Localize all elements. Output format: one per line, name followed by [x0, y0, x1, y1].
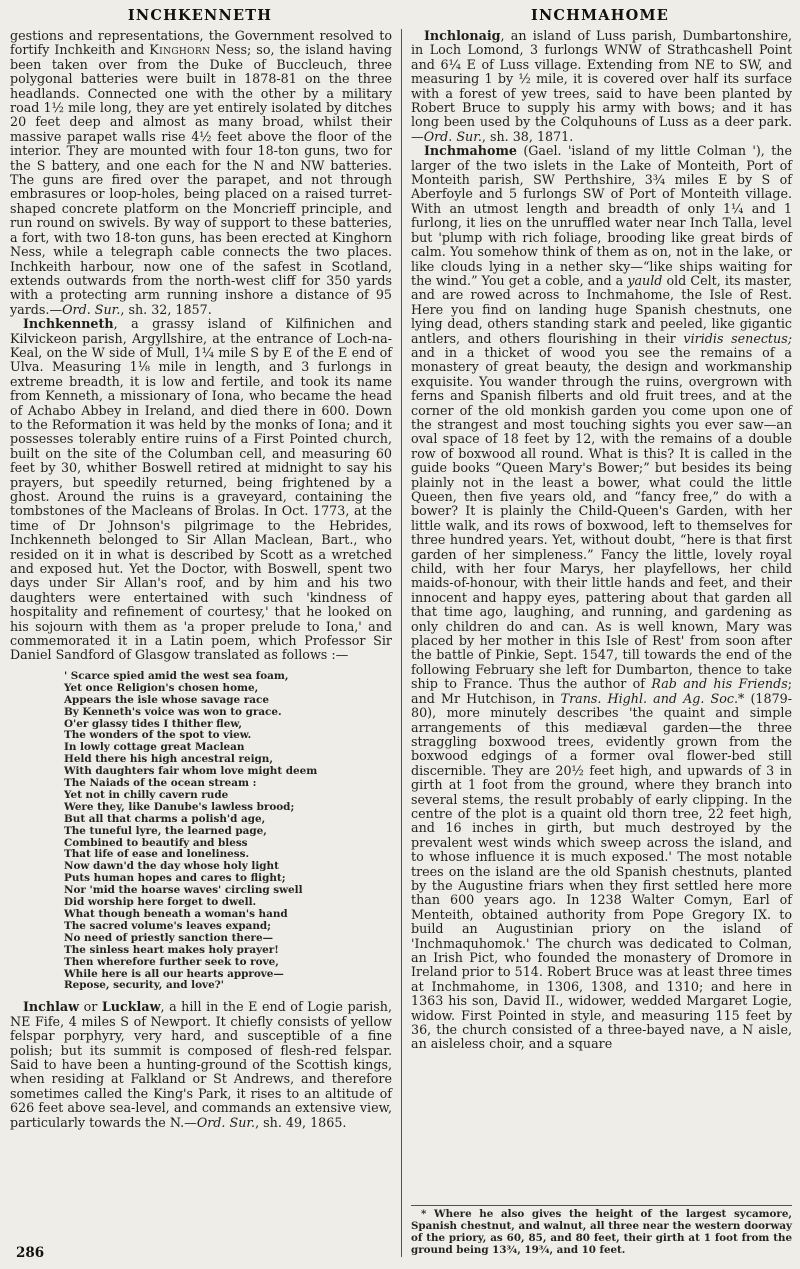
poem-line: Nor 'mid the hoarse waves' circling swell [64, 884, 303, 897]
poem-line: Then wherefore further seek to rove, [64, 955, 279, 968]
page-number: 286 [16, 1245, 45, 1261]
poem-line: No need of priestly sanction there— [64, 931, 274, 944]
footnote: * Where he also gives the height of the largest sycamore, Spanish chestnut, and walnut, all three near the western doorway of the priory, as 60, 85, and 80 feet, their girth at 1 foot from the ground being 13¾, 19¾, and 10 feet. [411, 1205, 792, 1257]
poem-line: The sinless heart makes holy prayer! [64, 943, 279, 956]
poem-line: What though beneath a woman's hand [64, 908, 288, 920]
poem-line: Held there his high ancestral reign, [64, 753, 273, 766]
poem-line: By Kenneth's voice was won to grace. [64, 705, 282, 718]
poem-line: The Naiads of the ocean stream : [64, 777, 257, 790]
poem-block [64, 671, 392, 992]
left-column [10, 29, 401, 1257]
running-head-left: INCHKENNETH [127, 7, 273, 24]
poem-line: O'er glassy tides I thither flew, [64, 717, 243, 730]
poem-line: Were they, like Danube's lawless brood; [64, 800, 295, 813]
poem-line: Combined to beautify and bless [64, 836, 248, 849]
poem-line: Yet not in chilly cavern rude [64, 788, 229, 801]
poem-line: But all that charms a polish'd age, [64, 812, 266, 825]
poem-line: The wonders of the spot to view. [64, 729, 252, 742]
entry-paragraph-inchlonaig: Inchlonaig, an island of Luss parish, Dumbartonshire, in Loch Lomond, 3 furlongs WNW of Strathcashell Point and 6¼ E of Luss village. Extending from NE to SW, and measuring 1 by ½ mile, it is covered over half its surface with a forest of yew trees, said to have been planted by Robert Bruce to supply his army with bows; and it has long been used by the Colquhouns of Luss as a deer park.—Ord. Sur., sh. 38, 1871. [411, 28, 792, 144]
poem-line: The sacred volume's leaves expand; [64, 919, 271, 932]
running-head-right: INCHMAHOME [530, 7, 669, 24]
poem-line: Puts human hopes and cares to flight; [64, 872, 286, 885]
poem-line: Appears the isle whose savage race [64, 693, 269, 706]
page-body [0, 29, 800, 1257]
poem-line: That life of ease and loneliness. [64, 848, 250, 861]
poem-line: In lowly cottage great Maclean [64, 741, 245, 754]
running-head-row [0, 0, 800, 24]
poem-line: Now dawn'd the day whose holy light [64, 860, 279, 873]
poem-line: While here is all our hearts approve— [64, 967, 284, 980]
entry-paragraph-inchmahome: Inchmahome (Gael. 'island of my little Colman '), the larger of the two islets in the Lake of Monteith, Port of Monteith parish, SW Perthshire, 3¾ miles E by S of Aberfoyle and 5 furlongs SW of Port of Monteith village. With an utmost length and breadth of only 1¼ and 1 furlong, it lies on the unruffled water near Inch Talla, level but 'plump with rich foliage, brooding like great birds of calm. You somehow think of them as on, not in the lake, or like clouds lying in a nether sky—“like ships waiting for the wind.” You get a coble, and a yauld old Celt, its master, and are rowed across to Inchmahome, the Isle of Rest. Here you find on landing huge Spanish chestnuts, one lying dead, others standing stark and peeled, like gigantic antlers, and others flourishing in their viridis senectus; and in a thicket of wood you see the remains of a monastery of great beauty, the design and workmanship exquisite. You wander through the ruins, overgrown with ferns and Spanish filberts and old fruit trees, and at the corner of the old monkish garden you come upon one of the strangest and most touching sights you ever saw—an oval space of 18 feet by 12, with the remains of a double row of boxwood all round. What is this? It is called in the guide books “Queen Mary's Bower;” but besides its being plainly not in the least a bower, what could the little Queen, then five years old, and “fancy free,” do with a bower? It is plainly the Child-Queen's Garden, with her little walk, and its rows of boxwood, left to themselves for three hundred years. Yet, without doubt, “here is that first garden of her simpleness.” Fancy the little, lovely royal child, with her four Marys, her playfellows, her child maids-of-honour, with their little hands and feet, and their innocent and happy eyes, pattering about that garden all that time ago, laughing, and running, and gardening as only children do and can. As is well known, Mary was placed by her mother in this Isle of Rest' from soon after the battle of Pinkie, Sept. 1547, till towards the end of the following February she left for Dumbarton, thence to take ship to France. Thus the author of Rab and his Friends; and Mr Hutchison, in Trans. Highl. and Ag. Soc.* (1879-80), more minutely describes 'the quaint and simple arrangements of this mediæval garden—the three straggling boxwood trees, evidently grown from the boxwood edgings of a former oval flower-bed still discernible. They are 20½ feet high, and upwards of 3 in girth at 1 foot from the ground, where they branch into several stems, the result probably of early clipping. In the centre of the plot is a quaint old thorn tree, 22 feet high, and 16 inches in girth, but much destroyed by the prevalent west winds which sweep across the island, and to whose influence it is much exposed.' The most notable trees on the island are the old Spanish chestnuts, planted by the Augustine friars when they first settled here more than 600 years ago. In 1238 Walter Comyn, Earl of Menteith, obtained authority from Pope Gregory IX. to build an Augustinian priory on the island of 'Inchmaquhomok.' The church was dedicated to Colman, an Irish Pict, who founded the monastery of Dromore in Ireland prior to 514. Robert Bruce was at least three times at Inchmahome, in 1306, 1308, and 1310; and here in 1363 his son, David II., widower, wedded Margaret Logie, widow. First Pointed in style, and measuring 115 feet by 36, the church consisted of a three-bayed nave, a N aisle, an aisleless choir, and a square [411, 143, 792, 1052]
poem-line: ' Scarce spied amid the west sea foam, [64, 669, 289, 682]
poem-line: Yet once Religion's chosen home, [64, 681, 259, 694]
poem-line: With daughters fair whom love might deem [64, 765, 318, 778]
poem-line: The tuneful lyre, the learned page, [64, 824, 267, 837]
right-column [401, 29, 792, 1257]
entry-paragraph-inchkeith-continued: gestions and representations, the Government resolved to fortify Inchkeith and Kinghorn Ness; so, the island having been taken over from the Duke of Buccleuch, three polygonal batteries were built in 1878-81 on the three headlands. Connected one with the other by a military road 1½ mile long, they are yet entirely isolated by ditches 20 feet deep and almost as many broad, whilst their massive parapet walls rise 4½ feet above the floor of the interior. They are mounted with four 18-ton guns, two for the S battery, and one each for the N and NW batteries. The guns are fired over the parapet, and not through embrasures or loop-holes, being placed on a raised turret-shaped concrete platform on the Moncrieff principle, and run round on swivels. By way of support to these batteries, a fort, with two 18-ton guns, has been erected at Kinghorn Ness, while a telegraph cable connects the two places. Inchkeith harbour, now one of the safest in Scotland, extends outwards from the north-west cliff for 350 yards with a protecting arm running inshore a distance of 95 yards.—Ord. Sur., sh. 32, 1857. [10, 28, 392, 317]
poem-line: Did worship here forget to dwell. [64, 896, 257, 909]
poem-line: Repose, security, and love?' [64, 979, 224, 992]
entry-paragraph-inchkenneth: Inchkenneth, a grassy island of Kilfinichen and Kilvickeon parish, Argyllshire, at the entrance of Loch-na-Keal, on the W side of Mull, 1¼ mile S by E of the E end of Ulva. Measuring 1⅛ mile in length, and 3 furlongs in extreme breadth, it is low and fertile, and took its name from Kenneth, a missionary of Iona, who became the head of Achabo Abbey in Ireland, and died there in 600. Down to the Reformation it was held by the monks of Iona; and it possesses tolerably entire ruins of a First Pointed church, built on the site of the Columban cell, and measuring 60 feet by 30, whither Boswell retired at midnight to say his prayers, but speedily returned, being frightened by a ghost. Around the ruins is a graveyard, containing the tombstones of the Macleans of Brolas. In Oct. 1773, at the time of Dr Johnson's pilgrimage to the Hebrides, Inchkenneth belonged to Sir Allan Maclean, Bart., who resided on it in what is described by Scott as a wretched and exposed hut. Yet the Doctor, with Boswell, spent two days under Sir Allan's roof, and by him and his two daughters were entertained with such 'kindness of hospitality and refinement of courtesy,' that he looked on his sojourn with them as 'a proper prelude to Iona,' and commemorated it in a Latin poem, which Professor Sir Daniel Sandford of Glasgow translated as follows :— [10, 316, 392, 663]
entry-paragraph-inchlaw: Inchlaw or Lucklaw, a hill in the E end of Logie parish, NE Fife, 4 miles S of Newport. It chiefly consists of yellow felspar porphyry, very hard, and susceptible of a fine polish; but its summit is composed of flesh-red felspar. Said to have been a hunting-ground of the Scottish kings, when residing at Falkland or St Andrews, and therefore sometimes called the King's Park, it rises to an altitude of 626 feet above sea-level, and commands an extensive view, particularly towards the N.—Ord. Sur., sh. 49, 1865. [10, 999, 392, 1130]
